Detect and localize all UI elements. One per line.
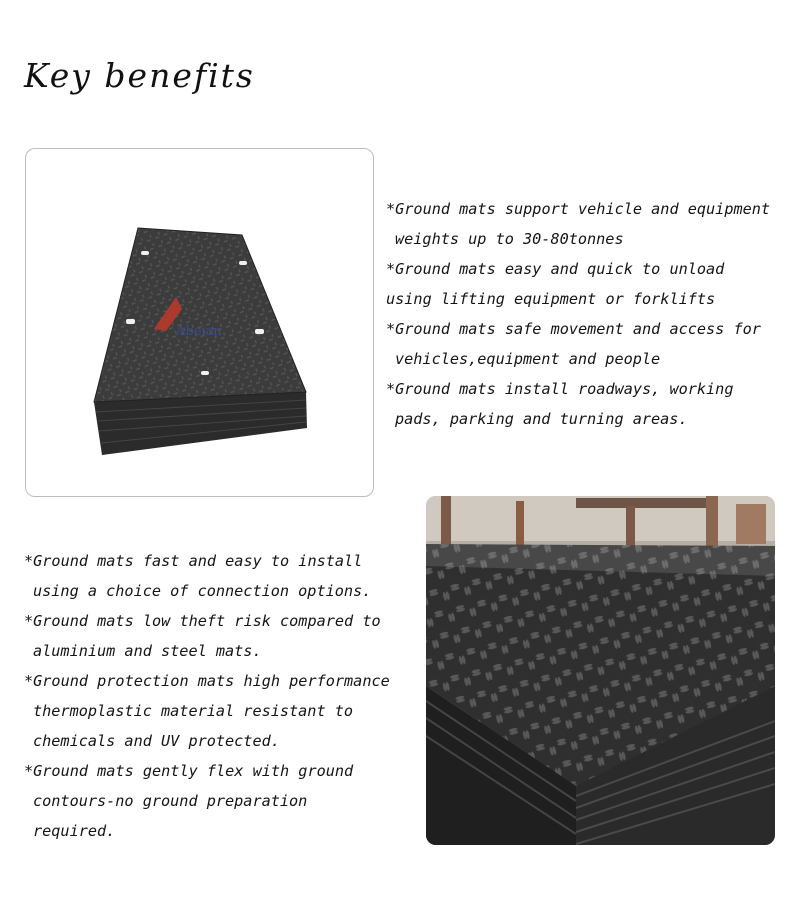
benefits-list-top	[386, 194, 770, 434]
list-item: *Ground mats install roadways, working pads, parking and turning areas.	[386, 380, 734, 428]
list-item: *Ground mats low theft risk compared to aluminium and steel mats.	[24, 612, 381, 660]
list-item: *Ground mats gently flex with ground contours-no ground preparation required.	[24, 762, 354, 840]
list-item: *Ground mats easy and quick to unload using lifting equipment or forklifts	[386, 260, 725, 308]
stacked-mats-photo	[426, 496, 775, 845]
page-title: Key benefits	[24, 56, 255, 95]
svg-text:Abeian: Abeian	[176, 324, 222, 339]
list-item: *Ground protection mats high performance thermoplastic material resistant to chemicals and UV protected.	[24, 672, 390, 750]
list-item: *Ground mats support vehicle and equipment weights up to 30-80tonnes	[386, 200, 771, 248]
list-item: *Ground mats safe movement and access for vehicles,equipment and people	[386, 320, 761, 368]
ground-mat-product-image	[25, 148, 374, 497]
benefits-list-bottom	[24, 546, 390, 846]
list-item: *Ground mats fast and easy to install using a choice of connection options.	[24, 552, 372, 600]
